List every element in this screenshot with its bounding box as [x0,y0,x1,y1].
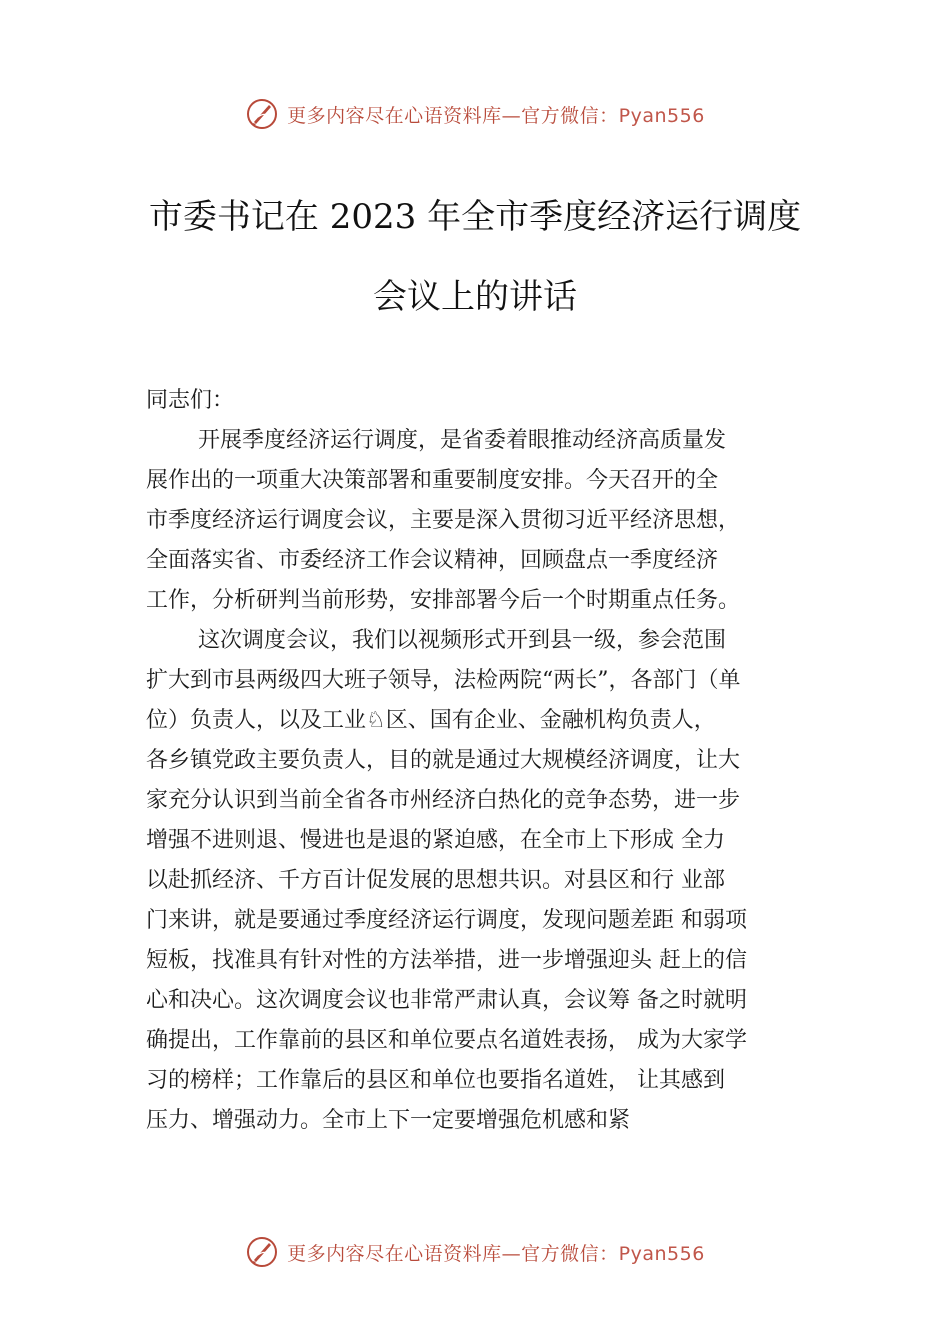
body-line: 工作，分析研判当前形势，安排部署今后一个时期重点任务。 [146,588,741,613]
watermark-text [287,1239,705,1266]
body-line: 压力、增强动力。全市上下一定要增强危机感和紧 [146,1108,631,1133]
body-line: 以赴抓经济、千方百计促发展的思想共识。对县区和行 业部 [146,868,725,893]
body-line: 全面落实省、市委经济工作会议精神，回顾盘点一季度经济 [146,548,719,573]
body-line: 各乡镇党政主要负责人，目的就是通过大规模经济调度，让大 [146,748,741,773]
watermark-wechat-id: Pyan556 [618,1242,705,1265]
watermark-label: 更多内容尽在心语资料库—官方微信： [287,104,619,127]
body-line: 扩大到市县两级四大班子领导，法检两院“两长”，各部门（单 [146,668,741,693]
body-line: 市季度经济运行调度会议，主要是深入贯彻习近平经济思想， [146,508,741,533]
watermark-text [287,101,705,128]
footer-watermark [0,1232,950,1272]
body-line: 短板，找准具有针对性的方法举措，进一步增强迎头 赶上的信 [146,948,747,973]
body-line: 心和决心。这次调度会议也非常严肃认真，会议筹 备之时就明 [146,988,747,1013]
body-line: 展作出的一项重大决策部署和重要制度安排。今天召开的全 [146,468,719,493]
body-line: 门来讲，就是要通过季度经济运行调度，发现问题差距 和弱项 [146,908,747,933]
body-line: 增强不进则退、慢进也是退的紧迫感，在全市上下形成 全力 [146,828,725,853]
quill-logo-icon [245,97,279,131]
body-line: 这次调度会议，我们以视频形式开到县一级，参会范围 [198,628,727,653]
watermark-label: 更多内容尽在心语资料库—官方微信： [287,1242,619,1265]
document-body [146,381,846,1141]
body-line: 习的榜样；工作靠后的县区和单位也要指名道姓， 让其感到 [146,1068,725,1093]
body-line: 位）负责人，以及工业♘区、国有企业、金融机构负责人， [146,708,716,733]
salutation: 同志们： [146,388,235,413]
body-line: 开展季度经济运行调度，是省委着眼推动经济高质量发 [198,428,727,453]
document-title [0,197,950,317]
body-line: 确提出，工作靠前的县区和单位要点名道姓表扬， 成为大家学 [146,1028,747,1053]
watermark-wechat-id: Pyan556 [618,104,705,127]
title-line-1: 市委书记在 2023 年全市季度经济运行调度 [148,197,802,237]
body-line: 家充分认识到当前全省各市州经济白热化的竞争态势，进一步 [146,788,741,813]
header-watermark [0,94,950,134]
title-line-2: 会议上的讲话 [373,277,577,317]
quill-logo-icon [245,1235,279,1269]
